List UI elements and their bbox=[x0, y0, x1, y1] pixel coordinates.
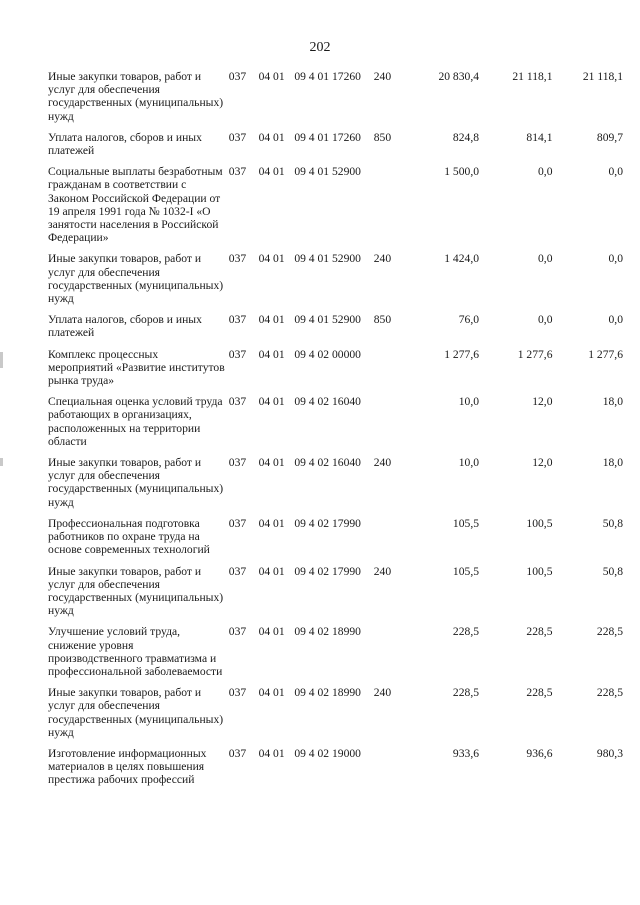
target-article-code: 09 4 02 16040 bbox=[294, 456, 361, 470]
grbs-code: 037 bbox=[228, 456, 247, 470]
section-code: 04 01 bbox=[258, 746, 285, 760]
amount-year-2: 1 277,6 bbox=[517, 347, 553, 361]
section-code: 04 01 bbox=[258, 564, 285, 578]
section-code: 04 01 bbox=[258, 252, 285, 266]
item-name: Иные закупки товаров, работ и услуг для обеспечения государственных (муниципальных) нужд bbox=[48, 456, 224, 509]
section-code: 04 01 bbox=[258, 516, 285, 530]
expense-type-code: 240 bbox=[373, 252, 392, 266]
item-name: Профессиональная подготовка работников по охране труда на основе современных технологий bbox=[48, 516, 210, 557]
grbs-code: 037 bbox=[228, 252, 247, 266]
grbs-code: 037 bbox=[228, 746, 247, 760]
amount-year-3: 18,0 bbox=[602, 456, 623, 470]
section-code: 04 01 bbox=[258, 625, 285, 639]
amount-year-1: 824,8 bbox=[452, 130, 480, 144]
amount-year-3: 0,0 bbox=[608, 313, 623, 327]
amount-year-3: 228,5 bbox=[596, 625, 623, 639]
grbs-code: 037 bbox=[228, 686, 247, 700]
item-name: Комплекс процессных мероприятий «Развитие институтов рынка труда» bbox=[48, 347, 225, 388]
amount-year-2: 12,0 bbox=[532, 456, 553, 470]
item-name: Иные закупки товаров, работ и услуг для обеспечения государственных (муниципальных) нужд bbox=[48, 564, 224, 618]
table-row bbox=[48, 313, 623, 339]
item-name: Изготовление информационных материалов в целях повышения престижа рабочих профессий bbox=[48, 746, 207, 787]
item-name: Иные закупки товаров, работ и услуг для обеспечения государственных (муниципальных) нужд bbox=[48, 686, 224, 739]
target-article-code: 09 4 02 17990 bbox=[294, 564, 361, 578]
amount-year-2: 100,5 bbox=[526, 564, 553, 578]
amount-year-3: 1 277,6 bbox=[588, 347, 623, 361]
grbs-code: 037 bbox=[228, 564, 247, 578]
amount-year-3: 18,0 bbox=[602, 395, 623, 409]
table-row bbox=[48, 517, 623, 557]
item-name: Иные закупки товаров, работ и услуг для обеспечения государственных (муниципальных) нужд bbox=[48, 252, 224, 306]
amount-year-2: 21 118,1 bbox=[512, 70, 553, 83]
table-row bbox=[48, 348, 623, 388]
target-article-code: 09 4 02 18990 bbox=[294, 625, 361, 639]
target-article-code: 09 4 02 00000 bbox=[294, 347, 361, 361]
amount-year-3: 21 118,1 bbox=[582, 70, 623, 83]
amount-year-1: 1 500,0 bbox=[444, 165, 480, 179]
item-name: Уплата налогов, сборов и иных платежей bbox=[48, 130, 202, 158]
target-article-code: 09 4 01 52900 bbox=[294, 252, 361, 266]
amount-year-2: 936,6 bbox=[526, 746, 553, 760]
section-code: 04 01 bbox=[258, 70, 285, 83]
target-article-code: 09 4 01 52900 bbox=[294, 313, 361, 327]
target-article-code: 09 4 01 17260 bbox=[294, 70, 361, 83]
amount-year-3: 809,7 bbox=[596, 130, 623, 144]
target-article-code: 09 4 02 19000 bbox=[294, 746, 361, 760]
section-code: 04 01 bbox=[258, 686, 285, 700]
amount-year-1: 228,5 bbox=[452, 686, 480, 700]
grbs-code: 037 bbox=[228, 516, 247, 530]
amount-year-1: 1 424,0 bbox=[444, 252, 480, 266]
table-row bbox=[48, 252, 623, 305]
target-article-code: 09 4 02 18990 bbox=[294, 686, 361, 700]
section-code: 04 01 bbox=[258, 165, 285, 179]
table-row bbox=[48, 395, 623, 448]
section-code: 04 01 bbox=[258, 313, 285, 327]
amount-year-1: 933,6 bbox=[452, 746, 480, 760]
table-row bbox=[48, 625, 623, 678]
expense-type-code: 850 bbox=[373, 130, 392, 144]
item-name: Иные закупки товаров, работ и услуг для обеспечения государственных (муниципальных) нужд bbox=[48, 70, 224, 123]
amount-year-1: 76,0 bbox=[458, 313, 480, 327]
table-row bbox=[48, 70, 623, 123]
amount-year-2: 0,0 bbox=[538, 165, 553, 179]
amount-year-1: 105,5 bbox=[452, 516, 480, 530]
amount-year-2: 814,1 bbox=[526, 130, 553, 144]
target-article-code: 09 4 02 17990 bbox=[294, 516, 361, 530]
grbs-code: 037 bbox=[228, 395, 247, 409]
expense-type-code: 240 bbox=[373, 70, 392, 83]
section-code: 04 01 bbox=[258, 395, 285, 409]
scan-margin-mark bbox=[0, 352, 3, 368]
amount-year-3: 0,0 bbox=[608, 252, 623, 266]
grbs-code: 037 bbox=[228, 165, 247, 179]
amount-year-1: 1 277,6 bbox=[444, 347, 480, 361]
amount-year-1: 10,0 bbox=[458, 456, 480, 470]
table-row bbox=[48, 747, 623, 787]
amount-year-2: 100,5 bbox=[526, 516, 553, 530]
item-name: Улучшение условий труда, снижение уровня производственного травматизма и профессиональной заболеваемости bbox=[48, 625, 223, 678]
expense-type-code: 240 bbox=[373, 456, 392, 470]
amount-year-1: 10,0 bbox=[458, 395, 480, 409]
amount-year-3: 50,8 bbox=[602, 516, 623, 530]
target-article-code: 09 4 02 16040 bbox=[294, 395, 361, 409]
grbs-code: 037 bbox=[228, 313, 247, 327]
target-article-code: 09 4 01 17260 bbox=[294, 130, 361, 144]
grbs-code: 037 bbox=[228, 347, 247, 361]
amount-year-1: 105,5 bbox=[452, 564, 480, 578]
amount-year-3: 50,8 bbox=[602, 564, 623, 578]
amount-year-1: 228,5 bbox=[452, 625, 480, 639]
scan-margin-mark bbox=[0, 458, 3, 466]
table-row bbox=[48, 165, 623, 244]
section-code: 04 01 bbox=[258, 347, 285, 361]
expense-type-code: 240 bbox=[373, 564, 392, 578]
amount-year-2: 12,0 bbox=[532, 395, 553, 409]
page-number: 202 bbox=[309, 40, 331, 55]
amount-year-1: 20 830,4 bbox=[438, 70, 480, 83]
target-article-code: 09 4 01 52900 bbox=[294, 165, 361, 179]
expense-type-code: 850 bbox=[373, 313, 392, 327]
amount-year-2: 0,0 bbox=[538, 252, 553, 266]
section-code: 04 01 bbox=[258, 130, 285, 144]
amount-year-3: 228,5 bbox=[596, 686, 623, 700]
amount-year-2: 0,0 bbox=[538, 313, 553, 327]
item-name: Уплата налогов, сборов и иных платежей bbox=[48, 313, 202, 340]
table-row bbox=[48, 131, 623, 157]
grbs-code: 037 bbox=[228, 70, 247, 83]
grbs-code: 037 bbox=[228, 625, 247, 639]
amount-year-3: 0,0 bbox=[608, 165, 623, 179]
expense-type-code: 240 bbox=[373, 686, 392, 700]
amount-year-3: 980,3 bbox=[596, 746, 623, 760]
item-name: Специальная оценка условий труда работающих в организациях, расположенных на территории области bbox=[48, 395, 223, 448]
table-row bbox=[48, 565, 623, 618]
grbs-code: 037 bbox=[228, 130, 247, 144]
amount-year-2: 228,5 bbox=[526, 625, 553, 639]
budget-table bbox=[48, 70, 623, 795]
amount-year-2: 228,5 bbox=[526, 686, 553, 700]
table-row bbox=[48, 456, 623, 509]
section-code: 04 01 bbox=[258, 456, 285, 470]
table-row bbox=[48, 686, 623, 739]
item-name: Социальные выплаты безработным гражданам в соответствии с Законом Российской Федерации от 19 апреля 1991 года № 1032-I «О занятости населения в Российской Федерации» bbox=[48, 165, 223, 245]
